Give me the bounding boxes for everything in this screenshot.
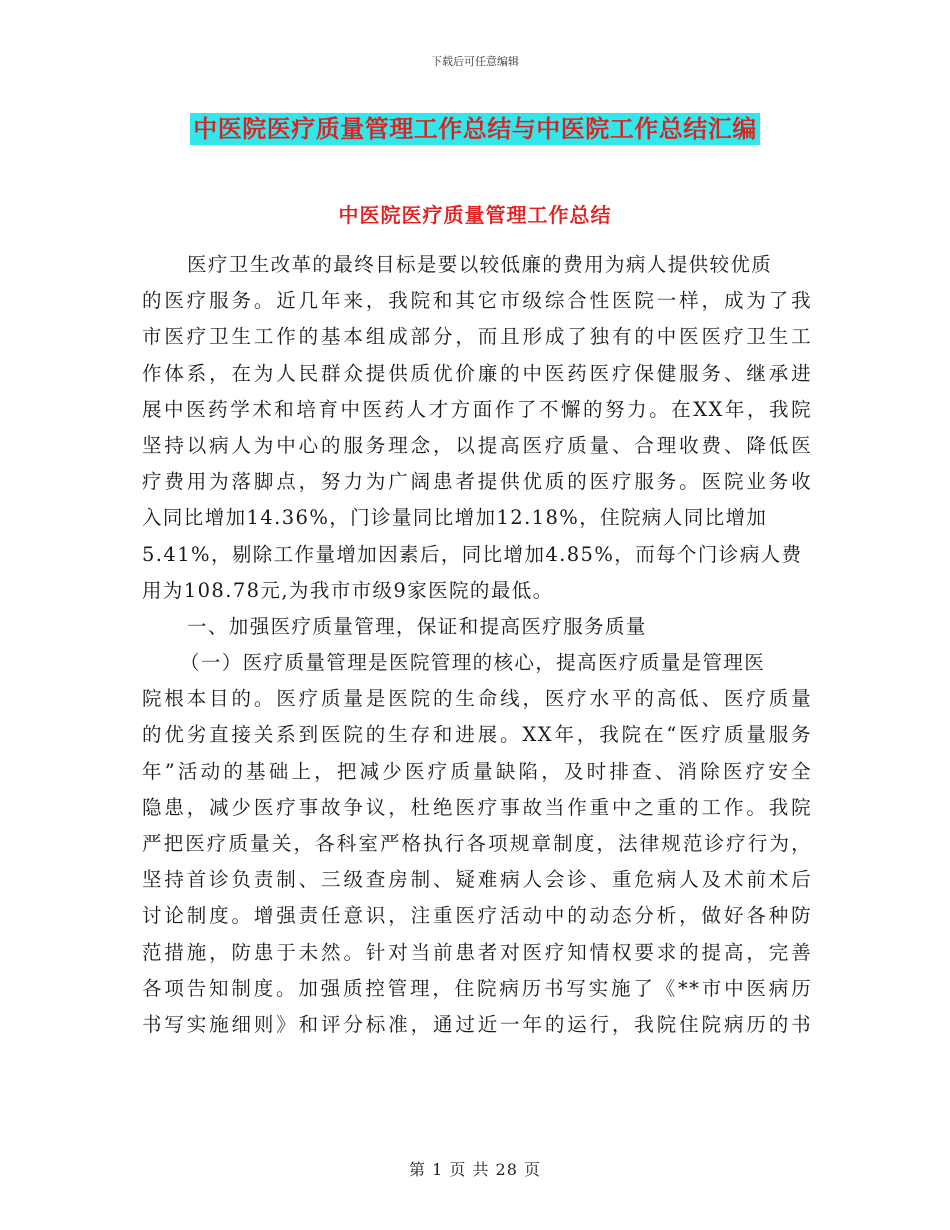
paragraph-line: 入同比增加14.36%，门诊量同比增加12.18%，住院病人同比增加 (142, 506, 768, 530)
paragraph-line: 展中医药学术和培育中医药人才方面作了不懈的努力。在XX年，我院 (142, 397, 812, 421)
paragraph-line: 用为108.78元,为我市市级9家医院的最低。 (142, 578, 554, 602)
paragraph-line: 的优劣直接关系到医院的生存和进展。XX年，我院在“医疗质量服务 (142, 723, 812, 747)
page-footer: 第 1 页 共 28 页 (409, 1160, 541, 1179)
paragraph-line: 范措施，防患于未然。针对当前患者对医疗知情权要求的提高，完善 (142, 940, 812, 964)
paragraph-line: 作体系，在为人民群众提供质优价廉的中医药医疗保健服务、继承进 (142, 361, 812, 385)
paragraph-line: 5.41%，剔除工作量增加因素后，同比增加4.85%，而每个门诊病人费 (142, 542, 803, 566)
header-note: 下载后可任意编辑 (431, 55, 519, 68)
paragraph-line: 隐患，减少医疗事故争议，杜绝医疗事故当作重中之重的工作。我院 (142, 795, 812, 819)
paragraph-line: 各项告知制度。加强质控管理，住院病历书写实施了《**市中医病历 (142, 976, 812, 1000)
body-text (142, 247, 812, 1043)
section-title: 中医院医疗质量管理工作总结 (338, 203, 612, 227)
main-title: 中医院医疗质量管理工作总结与中医院工作总结汇编 (190, 113, 760, 145)
paragraph-line: 严把医疗质量关，各科室严格执行各项规章制度，法律规范诊疗行为， (142, 832, 812, 855)
paragraph-line: 的医疗服务。近几年来，我院和其它市级综合性医院一样，成为了我 (142, 289, 812, 313)
paragraph-line: 年”活动的基础上，把减少医疗质量缺陷，及时排查、消除医疗安全 (142, 759, 812, 783)
paragraph-line: 坚持首诊负责制、三级查房制、疑难病人会诊、重危病人及术前术后 (142, 868, 812, 892)
paragraph-line: 疗费用为落脚点，努力为广阔患者提供优质的医疗服务。医院业务收 (142, 470, 812, 494)
paragraph-line: 市医疗卫生工作的基本组成部分，而且形成了独有的中医医疗卫生工 (142, 325, 812, 349)
paragraph-line: 书写实施细则》和评分标准，通过近一年的运行，我院住院病历的书 (142, 1012, 812, 1036)
section-heading-line: 一、加强医疗质量管理，保证和提高医疗服务质量 (187, 614, 647, 638)
paragraph-line: 院根本目的。医疗质量是医院的生命线，医疗水平的高低、医疗质量 (142, 687, 812, 711)
paragraph-line: 讨论制度。增强责任意识，注重医疗活动中的动态分析，做好各种防 (142, 904, 812, 928)
paragraph-line: 医疗卫生改革的最终目标是要以较低廉的费用为病人提供较优质 (187, 253, 773, 276)
paragraph-line: （一）医疗质量管理是医院管理的核心，提高医疗质量是管理医 (180, 651, 766, 675)
paragraph-line: 坚持以病人为中心的服务理念，以提高医疗质量、合理收费、降低医 (142, 433, 812, 457)
main-title-container (0, 113, 950, 145)
